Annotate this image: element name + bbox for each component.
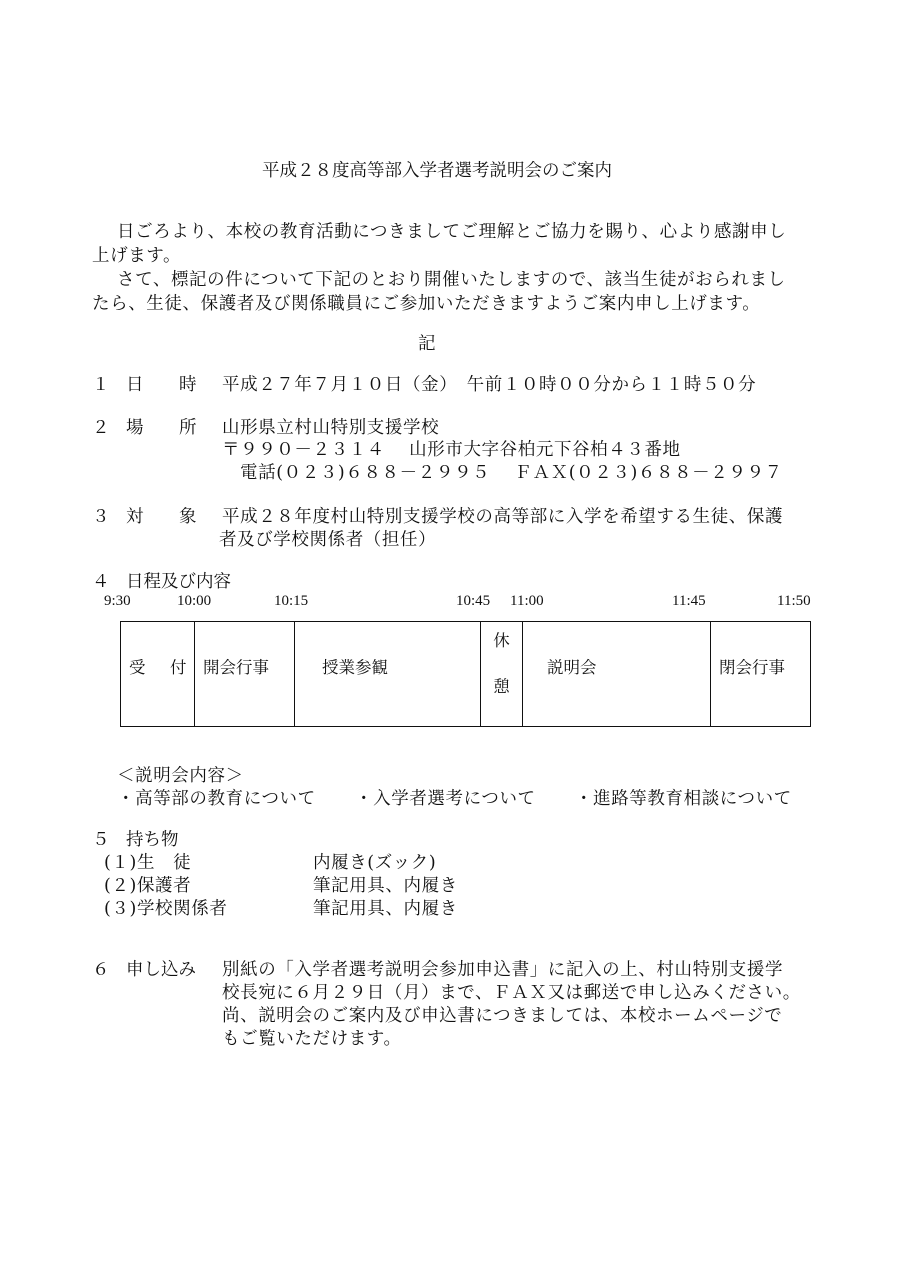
item-1-value: 平成２７年７月１０日（金） 午前１０時００分から１１時５０分 bbox=[222, 375, 757, 395]
topic-item: ・高等部の教育について bbox=[117, 789, 316, 809]
intro-line-3: さて、標記の件について下記のとおり開催いたしますので、該当生徒がおられまし bbox=[117, 270, 786, 290]
intro-line-1: 日ごろより、本校の教育活動につきましてご理解とご協力を賜り、心より感謝申し bbox=[117, 222, 787, 242]
item-6-number: ６ bbox=[92, 960, 110, 980]
schedule-cell-reception: 受 付 bbox=[121, 622, 195, 727]
time-marker: 10:45 bbox=[456, 593, 491, 609]
item-5-number: ５ bbox=[92, 830, 110, 850]
item-6-label: 申し込み bbox=[126, 960, 196, 980]
application-line-1: 別紙の「入学者選考説明会参加申込書」に記入の上、村山特別支援学 bbox=[222, 960, 784, 980]
intro-line-2: 上げます。 bbox=[92, 246, 182, 266]
target-line-2: 者及び学校関係者（担任） bbox=[219, 530, 437, 550]
item-1-number: １ bbox=[92, 375, 110, 395]
item-3-number: ３ bbox=[92, 507, 110, 527]
time-marker: 10:00 bbox=[177, 593, 212, 609]
belongings-what: 筆記用具、内履き bbox=[313, 876, 458, 896]
target-line-1: 平成２８年度村山特別支援学校の高等部に入学を希望する生徒、保護 bbox=[222, 507, 784, 527]
application-line-3: 尚、説明会のご案内及び申込書につきましては、本校ホームページで bbox=[222, 1006, 783, 1026]
time-marker: 11:45 bbox=[672, 593, 706, 609]
schedule-cell-closing: 閉会行事 bbox=[711, 622, 811, 727]
item-4-label: 日程及び内容 bbox=[126, 572, 231, 592]
item-2-label: 場 所 bbox=[126, 418, 206, 438]
schedule-cell-break: 休 憩 bbox=[481, 622, 523, 727]
item-5-label: 持ち物 bbox=[126, 830, 179, 850]
application-line-4: もご覧いただけます。 bbox=[222, 1029, 402, 1049]
application-line-2: 校長宛に６月２９日（月）まで、ＦＡＸ又は郵送で申し込みください。 bbox=[222, 983, 801, 1003]
time-marker: 9:30 bbox=[104, 593, 131, 609]
topic-item: ・進路等教育相談について bbox=[575, 789, 792, 809]
belongings-what: 筆記用具、内履き bbox=[313, 899, 458, 919]
time-marker: 10:15 bbox=[274, 593, 309, 609]
belongings-who: (１)生 徒 bbox=[104, 853, 192, 873]
place-line-1: 山形県立村山特別支援学校 bbox=[222, 418, 440, 438]
item-4-number: ４ bbox=[92, 572, 110, 592]
time-marker: 11:50 bbox=[777, 593, 811, 609]
intro-line-4: たら、生徒、保護者及び関係職員にご参加いただきますようご案内申し上げます。 bbox=[92, 294, 761, 314]
schedule-cell-briefing: 説明会 bbox=[523, 622, 711, 727]
ki-heading: 記 bbox=[418, 334, 437, 354]
schedule-table bbox=[120, 621, 811, 727]
belongings-who: (２)保護者 bbox=[104, 876, 192, 896]
place-line-2: 〒９９０－２３１４ 山形市大字谷柏元下谷柏４３番地 bbox=[222, 440, 681, 460]
content-heading: ＜説明会内容＞ bbox=[117, 766, 244, 786]
item-1-label: 日 時 bbox=[126, 375, 206, 395]
item-2-number: ２ bbox=[92, 418, 110, 438]
time-marker: 11:00 bbox=[510, 593, 544, 609]
schedule-cell-opening: 開会行事 bbox=[195, 622, 295, 727]
place-line-3: 電話(０２３)６８８－２９９５ ＦＡＸ(０２３)６８８－２９９７ bbox=[240, 463, 783, 483]
belongings-who: (３)学校関係者 bbox=[104, 899, 228, 919]
schedule-cell-observation: 授業参観 bbox=[295, 622, 481, 727]
item-3-label: 対 象 bbox=[126, 507, 206, 527]
belongings-what: 内履き(ズック) bbox=[313, 853, 437, 873]
page-title: 平成２８度高等部入学者選考説明会のご案内 bbox=[262, 161, 612, 181]
topic-item: ・入学者選考について bbox=[355, 789, 536, 809]
